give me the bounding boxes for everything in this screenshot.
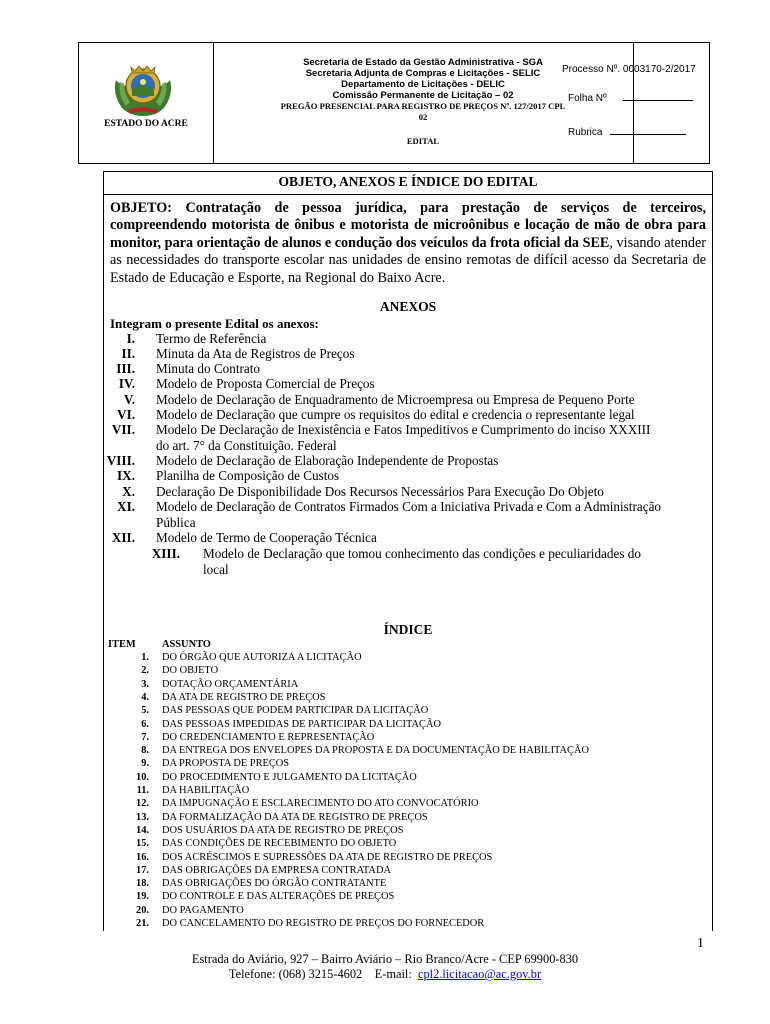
indice-item-subject: DAS CONDIÇÕES DE RECEBIMENTO DO OBJETO [162,838,397,850]
indice-item-subject: DAS OBRIGAÇÕES DO ÓRGÃO CONTRATANTE [162,878,387,890]
indice-item-number: 20. [136,904,149,916]
anexo-number: III. [116,361,135,376]
anexo-number: X. [122,484,135,499]
indice-item-subject: DA ATA DE REGISTRO DE PREÇOS [162,691,326,703]
indice-col-assunto: ASSUNTO [162,639,211,650]
objeto-bold-text: OBJETO: Contratação de pessoa jurídica, para prestação de serviços de terceiros, compreendendo motorista de ônibus e motorista de microônibus e locação de mão de obra para monitor, para orientação de alunos e condução dos veículos da frota oficial da SEE [110,200,706,251]
indice-item-number: 12. [136,798,149,810]
indice-item-number: 8. [141,745,149,757]
indice-item-subject: DOS ACRÉSCIMOS E SUPRESSÕES DA ATA DE REGISTRO DE PREÇOS [162,851,493,863]
processo-number: Processo Nº. 0003170-2/2017 [562,64,696,75]
indice-item-subject: DAS PESSOAS IMPEDIDAS DE PARTICIPAR DA LICITAÇÃO [162,718,441,730]
indice-item-subject: DA IMPUGNAÇÃO E ESCLARECIMENTO DO ATO CONVOCATÓRIO [162,798,479,810]
indice-item-number: 1. [141,652,149,663]
indice-item-number: 10. [136,771,149,783]
indice-item-number: 14. [136,824,149,836]
estado-label: ESTADO DO ACRE [104,119,188,129]
anexo-text: Modelo de Declaração de Enquadramento de Microempresa ou Empresa de Pequeno Porte [156,392,635,407]
header-line-sga: Secretaria de Estado da Gestão Administrativa - SGA [303,57,543,68]
indice-item-subject: DAS PESSOAS QUE PODEM PARTICIPAR DA LICITAÇÃO [162,705,429,717]
indice-item-number: 4. [141,691,149,703]
indice-item-subject: DOS USUÁRIOS DA ATA DE REGISTRO DE PREÇOS [162,824,404,836]
anexo-text: Modelo de Declaração de Contratos Firmados Com a Iniciativa Privada e Com a Administração [156,499,662,514]
header-line-delic: Departamento de Licitações - DELIC [341,79,505,90]
folha-label: Folha Nº [568,93,693,104]
anexo-text: Modelo De Declaração de Inexistência e Fatos Impeditivos e Cumprimento do inciso XXXIII [156,422,651,437]
footer-contact [0,967,770,982]
anexo-text-continued: Pública [156,514,196,530]
indice-item-subject: DO CREDENCIAMENTO E REPRESENTAÇÃO [162,731,375,743]
indice-item-subject: DO PAGAMENTO [162,904,244,916]
header-edital: EDITAL [406,136,440,146]
indice-item-number: 18. [136,878,149,890]
anexo-text: Modelo de Termo de Cooperação Técnica [156,530,377,545]
indice-item-subject: DO PROCEDIMENTO E JULGAMENTO DA LICITAÇÃO [162,771,417,783]
footer-phone: Telefone: (068) 3215-4602 E-mail: [228,967,418,981]
anexo-text: Modelo de Declaração de Elaboração Independente de Propostas [156,453,499,468]
anexo-text: Planilha de Composição de Custos [156,468,340,483]
objeto-rest-text: , visando atender as necessidades do transporte escolar nas unidades de ensino remotas de difícil acesso da Secretaria de Estado de Educação e Esporte, na Regional do Baixo Acre. [110,234,706,286]
anexo-text: Termo de Referência [156,331,267,346]
anexo-text: Modelo de Declaração que tomou conhecimento das condições e peculiaridades do [203,546,641,561]
indice-item-subject: DA FORMALIZAÇÃO DA ATA DE REGISTRO DE PREÇOS [162,811,428,823]
anexo-number: VI. [117,407,135,422]
indice-heading: ÍNDICE [383,622,433,637]
indice-col-item: ITEM [108,639,136,650]
anexos-intro: Integram o presente Edital os anexos: [110,316,319,331]
indice-item-number: 11. [136,785,149,796]
anexo-number: I. [126,331,135,346]
anexo-number: II. [121,346,135,361]
indice-item-number: 17. [136,864,149,876]
page-number: 1 [697,936,704,951]
anexo-text: Declaração De Disponibilidade Dos Recursos Necessários Para Execução Do Objeto [156,484,604,499]
indice-item-subject: DA PROPOSTA DE PREÇOS [162,758,290,770]
anexo-text-continued: do art. 7° da Constituição. Federal [156,437,337,453]
anexo-text: Minuta da Ata de Registros de Preços [156,346,355,361]
indice-item-number: 16. [136,851,149,863]
indice-item-subject: DO ÓRGÃO QUE AUTORIZA A LICITAÇÃO [162,652,362,663]
indice-item-number: 21. [136,918,149,929]
header-logo-cell [79,43,214,163]
indice-item-number: 19. [136,891,149,903]
anexo-number: XIII. [151,546,180,561]
anexo-text: Minuta do Contrato [156,361,261,376]
section-title: OBJETO, ANEXOS E ÍNDICE DO EDITAL [278,174,538,189]
indice-item-subject: DO CANCELAMENTO DO REGISTRO DE PREÇOS DO FORNECEDOR [162,918,485,929]
indice-item-number: 3. [141,678,149,690]
indice-item-subject: DO OBJETO [162,665,219,677]
indice-item-number: 7. [141,731,149,743]
objeto-paragraph [110,200,706,287]
indice-item-number: 9. [141,758,149,770]
anexo-number: VIII. [106,453,135,468]
anexo-text-continued: local [203,561,229,577]
anexo-text: Modelo de Proposta Comercial de Preços [156,376,375,391]
header-pregao-line1: PREGÃO PRESENCIAL PARA REGISTRO DE PREÇOS Nº. 127/2017 CPL [280,101,566,111]
indice-item-subject: DO CONTROLE E DAS ALTERAÇÕES DE PREÇOS [162,891,395,903]
header-line-cpl: Comissão Permanente de Licitação – 02 [332,90,514,101]
indice-item-number: 2. [141,665,149,677]
acre-coat-of-arms-icon [110,58,176,118]
indice-item-subject: DA ENTREGA DOS ENVELOPES DA PROPOSTA E DA DOCUMENTAÇÃO DE HABILITAÇÃO [162,745,589,757]
footer-address: Estrada do Aviário, 927 – Bairro Aviário – Rio Branco/Acre - CEP 69900-830 [191,952,579,966]
indice-item-number: 15. [136,838,149,850]
indice-item-number: 5. [141,705,149,717]
indice-item-number: 13. [136,811,149,823]
anexo-number: XII. [111,530,135,545]
header-line-selic: Secretaria Adjunta de Compras e Licitações - SELIC [305,68,541,79]
indice-item-subject: DOTAÇÃO ORÇAMENTÁRIA [162,678,299,690]
anexo-number: VII. [111,422,135,437]
rubrica-label: Rubrica [568,127,686,138]
anexos-heading: ANEXOS [379,299,437,314]
anexo-number: IV. [118,376,135,391]
anexo-number: V. [123,392,135,407]
anexo-text: Modelo de Declaração que cumpre os requisitos do edital e credencia o representante legal [156,407,635,422]
anexo-number: XI. [117,499,135,514]
footer-email-link[interactable]: cpl2.licitacao@ac.gov.br [417,967,542,981]
indice-item-subject: DA HABILITAÇÃO [162,785,250,796]
title-divider [103,194,713,195]
anexo-number: IX. [117,468,135,483]
indice-item-subject: DAS OBRIGAÇÕES DA EMPRESA CONTRATADA [162,864,391,876]
indice-item-number: 6. [141,718,149,730]
header-pregao-line2: 02 [418,112,428,122]
